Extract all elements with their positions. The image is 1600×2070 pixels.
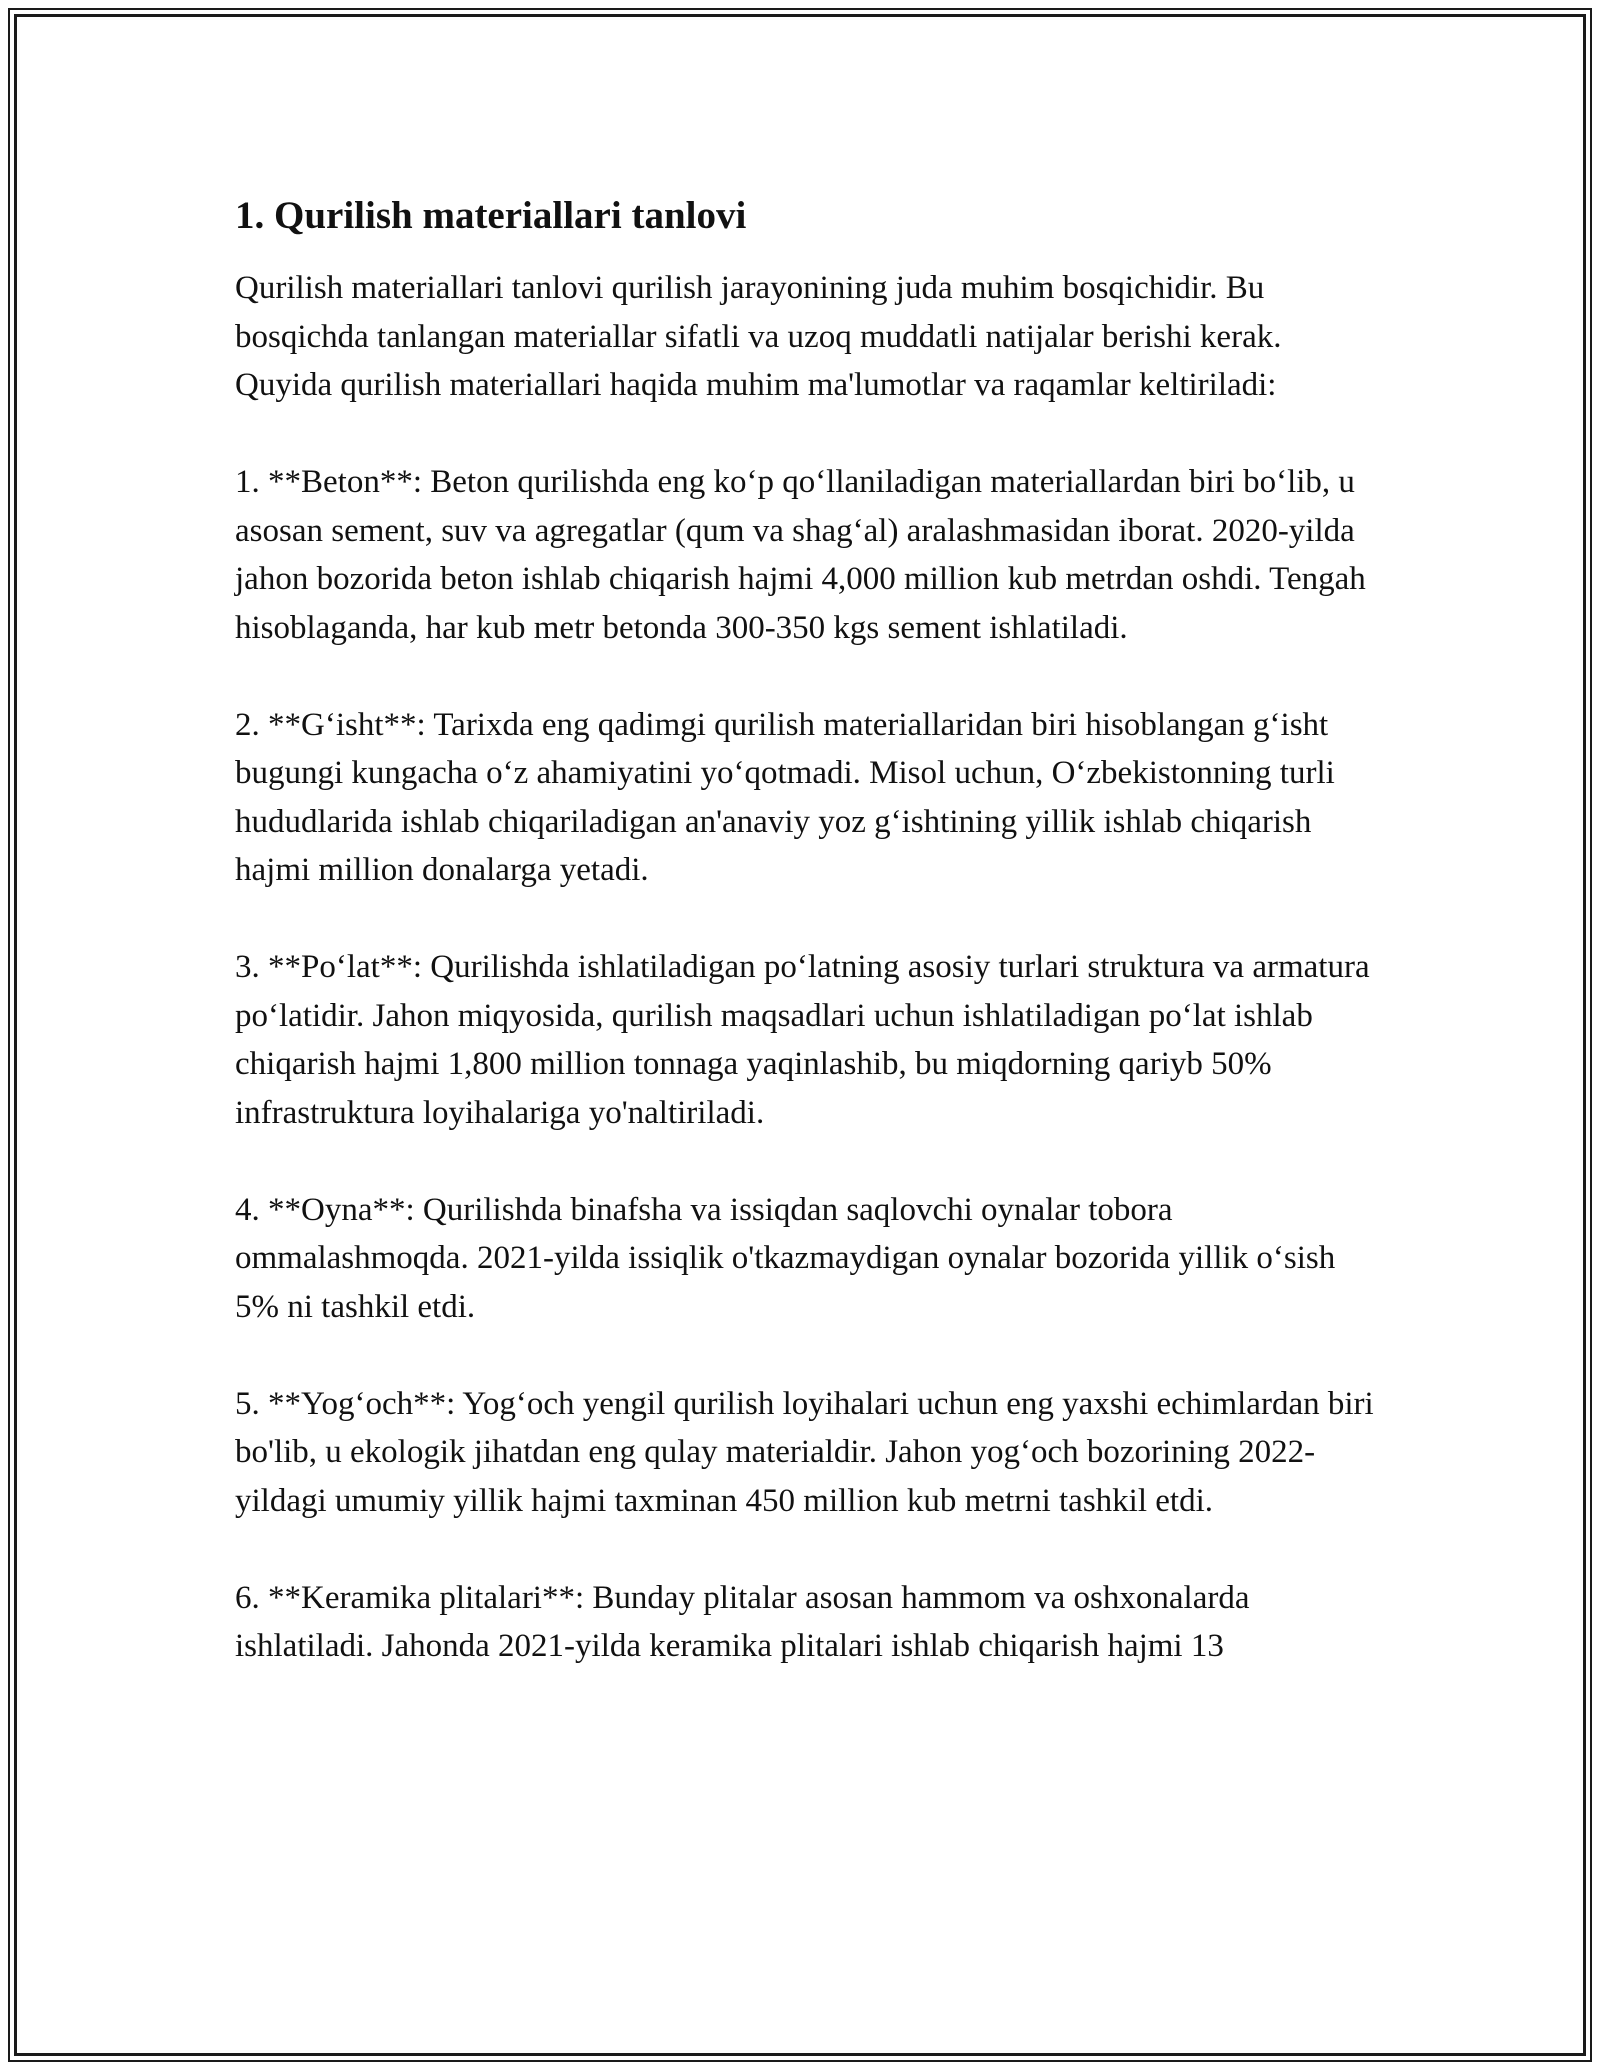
document-body (235, 180, 1375, 1671)
list-item-beton: 1. **Beton**: Beton qurilishda eng ko‘p qo‘llaniladigan materiallardan biri bo‘lib, u asosan sement, suv va agregatlar (qum va shag‘al) aralashmasidan iborat. 2020-yilda jahon bozorida beton ishlab chiqarish hajmi 4,000 million kub metrdan oshdi. Tengah hisoblaganda, har kub metr betonda 300-350 kgs sement ishlatiladi. (235, 464, 1366, 646)
list-item-oyna: 4. **Oyna**: Qurilishda binafsha va issiqdan saqlovchi oynalar tobora ommalashmoqda. 2021-yilda issiqlik o'tkazmaydigan oynalar bozorida yillik o‘sish 5% ni tashkil etdi. (235, 1191, 1336, 1325)
list-item-gisht: 2. **G‘isht**: Tarixda eng qadimgi qurilish materiallaridan biri hisoblangan g‘isht bugungi kungacha o‘z ahamiyatini yo‘qotmadi. Misol uchun, O‘zbekistonning turli hududlarida ishlab chiqariladigan an'anaviy yoz g‘ishtining yillik ishlab chiqarish hajmi million donalarga yetadi. (235, 706, 1335, 888)
intro-paragraph: Qurilish materiallari tanlovi qurilish jarayonining juda muhim bosqichidir. Bu bosqichda tanlangan materiallar sifatli va uzoq muddatli natijalar berishi kerak. Quyida qurilish materiallari haqida muhim ma'lumotlar va raqamlar keltiriladi: (235, 270, 1282, 403)
list-item-keramika: 6. **Keramika plitalari**: Bunday plitalar asosan hammom va oshxonalarda ishlatiladi. Jahonda 2021-yilda keramika plitalari ishlab chiqarish hajmi 13 (235, 1579, 1250, 1664)
list-item-yogoch: 5. **Yog‘och**: Yog‘och yengil qurilish loyihalari uchun eng yaxshi echimlardan biri bo'lib, u ekologik jihatdan eng qulay materialdir. Jahon yog‘och bozorining 2022-yildagi umumiy yillik hajmi taxminan 450 million kub metrni tashkil etdi. (235, 1385, 1374, 1519)
list-item-polat: 3. **Po‘lat**: Qurilishda ishlatiladigan po‘latning asosiy turlari struktura va armatura po‘latidir. Jahon miqyosida, qurilish maqsadlari uchun ishlatiladigan po‘lat ishlab chiqarish hajmi 1,800 million tonnaga yaqinlashib, bu miqdorning qariyb 50% infrastruktura loyihalariga yo'naltiriladi. (235, 949, 1370, 1131)
section-heading: 1. Qurilish materiallari tanlovi (235, 194, 747, 237)
